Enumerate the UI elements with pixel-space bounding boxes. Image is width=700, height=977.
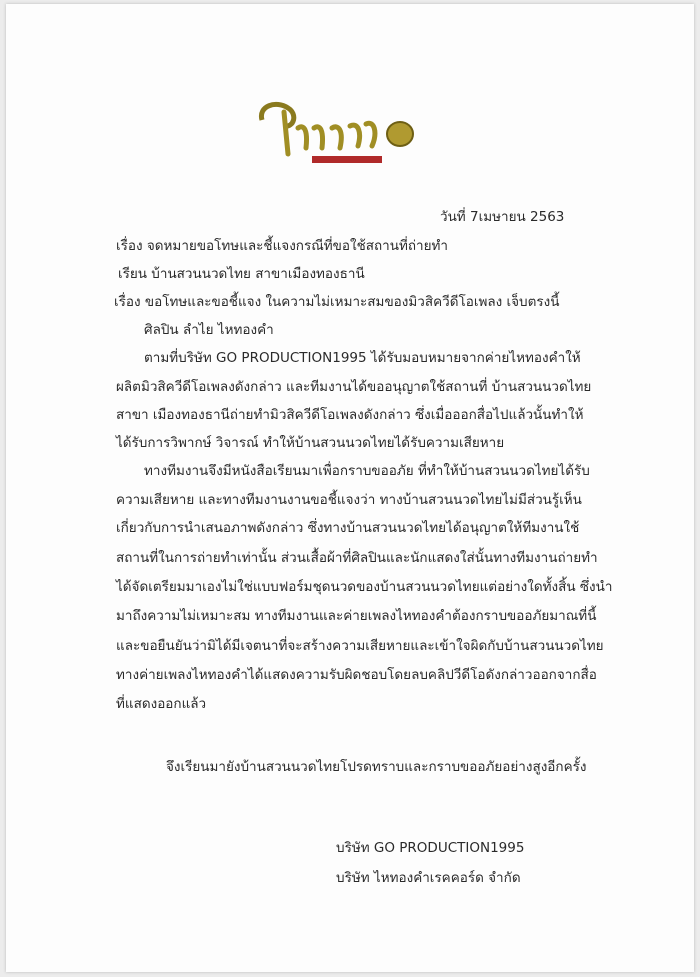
body-line: ได้รับการวิพากษ์ วิจารณ์ ทำให้บ้านสวนนวดไทยได้รับความเสียหาย (116, 435, 505, 451)
body-line: สาขา เมืองทองธานีถ่ายทำมิวสิควีดีโอเพลงดังกล่าว ซึ่งเมื่อออกสื่อไปแล้วนั้นทำให้ (116, 407, 584, 423)
closing-line: จึงเรียนมายังบ้านสวนนวดไทยโปรดทราบและกราบขออภัยอย่างสูงอีกครั้ง (166, 759, 587, 775)
body-line: ได้จัดเตรียมมาเองไม่ใช่แบบฟอร์มชุดนวดของบ้านสวนนวดไทยแต่อย่างใดทั้งสิ้น ซึ่งนำ (116, 579, 613, 595)
body-line: มาถึงความไม่เหมาะสม ทางทีมงานและค่ายเพลงไหทองคำต้องกราบขออภัยมาณที่นี้ (116, 608, 597, 624)
subject-line-2-cont: ศิลปิน ลำไย ไหทองคำ (144, 322, 274, 338)
body-line: สถานที่ในการถ่ายทำเท่านั้น ส่วนเสื้อผ้าที่ศิลปินและนักแสดงใส่นั้นทางทีมงานถ่ายทำ (116, 550, 598, 566)
letter-page (6, 4, 694, 972)
subject-line: เรื่อง จดหมายขอโทษและชี้แจงกรณีที่ขอใช้สถานที่ถ่ายทำ (116, 238, 449, 254)
body-line: ผลิตมิวสิควีดีโอเพลงดังกล่าว และทีมงานได้ขออนุญาตใช้สถานที่ บ้านสวนนวดไทย (116, 379, 592, 395)
letter-date: วันที่ 7เมษายน 2563 (440, 209, 565, 225)
body-line: ทางค่ายเพลงไหทองคำได้แสดงความรับผิดชอบโดยลบคลิปวีดีโอดังกล่าวออกจากสื่อ (116, 667, 597, 683)
body-line: เกี่ยวกับการนำเสนอภาพดังกล่าว ซึ่งทางบ้านสวนนวดไทยได้อนุญาตให้ทีมงานใช้ (116, 520, 580, 536)
body-line: ที่แสดงออกแล้ว (116, 696, 207, 712)
body-line: และขอยืนยันว่ามิได้มีเจตนาที่จะสร้างความเสียหายและเข้าใจผิดกับบ้านสวนนวดไทย (116, 638, 604, 654)
body-line: ทางทีมงานจึงมีหนังสือเรียนมาเพื่อกราบขออภัย ที่ทำให้บ้านสวนนวดไทยได้รับ (144, 463, 590, 479)
company-logo (254, 98, 424, 168)
recipient-line: เรียน บ้านสวนนวดไทย สาขาเมืองทองธานี (118, 266, 365, 282)
body-line: ตามที่บริษัท GO PRODUCTION1995 ได้รับมอบหมายจากค่ายไหทองคำให้ (144, 350, 581, 366)
signature-company-1: บริษัท GO PRODUCTION1995 (336, 840, 525, 856)
body-line: ความเสียหาย และทางทีมงานงานขอชี้แจงว่า ทางบ้านสวนนวดไทยไม่มีส่วนรู้เห็น (116, 492, 582, 508)
subject-line-2: เรื่อง ขอโทษและขอชี้แจง ในความไม่เหมาะสมของมิวสิควีดีโอเพลง เจ็บตรงนี้ (114, 294, 560, 310)
signature-company-2: บริษัท ไหทองคำเรคคอร์ด จำกัด (336, 870, 521, 886)
